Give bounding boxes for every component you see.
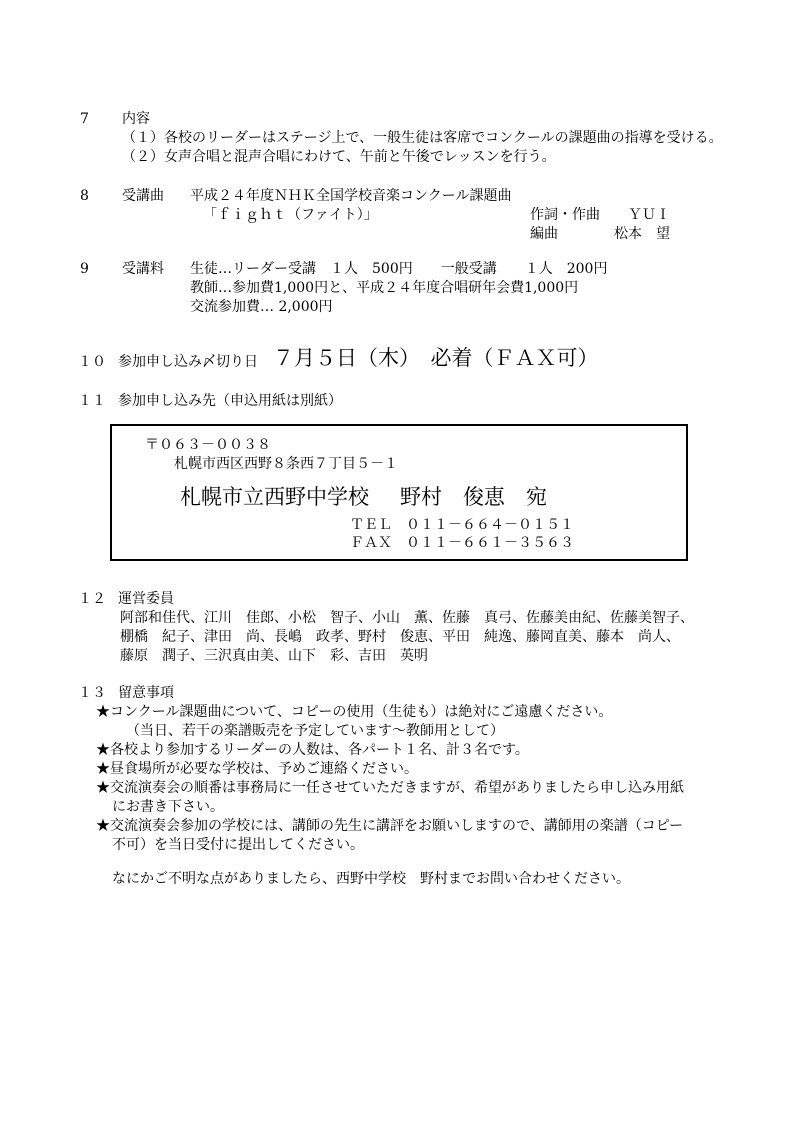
item13-number: １３ [78, 685, 106, 701]
committee-names-line-3: 藤原 潤子、三沢真由美、山下 彩、吉田 英明 [120, 648, 428, 664]
notes-bullet-1: ★コンクール課題曲について、コピーの使用（生徒も）は絶対にご遠慮ください。 [96, 704, 613, 720]
committee-names-line-1: 阿部和佳代、江川 佳郎、小松 智子、小山 薫、佐藤 真弓、佐藤美由紀、佐藤美智子、 [120, 610, 694, 626]
item8-course-name: 平成２４年度ＮＨＫ全国学校音楽コンクール課題曲 [190, 188, 512, 204]
item13-heading: 留意事項 [118, 685, 174, 701]
item9-fee-line-3: 交流参加費… 2,000円 [190, 299, 333, 315]
item7-line-2: （２）女声合唱と混声合唱にわけて、午前と午後でレッスンを行う。 [122, 149, 556, 165]
item11-heading: 参加申し込み先（申込用紙は別紙） [118, 393, 342, 409]
tel-number: ＴＥＬ ０１１－６６４－０１５１ [350, 517, 574, 533]
item10-heading: 参加申し込み〆切り日 [118, 354, 258, 370]
recipient-name: 野村 俊恵 宛 [400, 485, 547, 509]
notes-bullet-2: ★各校より参加するリーダーの人数は、各パート１名、計３名です。 [96, 742, 529, 758]
notes-bullet-4-continuation: にお書き下さい。 [112, 799, 224, 815]
street-address: 札幌市西区西野８条西７丁目５－１ [174, 456, 398, 472]
item9-fee-line-2: 教師…参加費1,000円と、平成２４年度合唱研年会費1,000円 [190, 280, 579, 296]
item8-song-title: 「ｆｉｇｈｔ（ファイト）」 [203, 207, 378, 223]
school-name: 札幌市立西野中学校 [180, 485, 369, 509]
mailing-address-box [110, 424, 688, 561]
notes-bullet-3: ★昼食場所が必要な学校は、予めご連絡ください。 [96, 761, 418, 777]
postal-code: 〒０６３－００３８ [145, 437, 271, 453]
fax-number: ＦＡＸ ０１１－６６１－３５６３ [350, 535, 574, 551]
notes-bullet-1-note: （当日、若干の楽譜販売を予定しています～教師用として） [126, 723, 504, 739]
item10-deadline: ７月５日（木） 必着（ＦＡＸ可） [273, 346, 599, 370]
item7-number: 7 [80, 111, 89, 127]
item9-number: 9 [80, 261, 89, 277]
item8-credit-arrangement: 編曲 松本 望 [530, 226, 670, 242]
item12-heading: 運営委員 [118, 591, 174, 607]
item10-number: １０ [78, 354, 106, 370]
committee-names-line-2: 棚橋 紀子、津田 尚、長嶋 政孝、野村 俊恵、平田 純逸、藤岡直美、藤本 尚人、 [120, 629, 680, 645]
item8-number: 8 [80, 188, 89, 204]
item8-credit-lyrics-music: 作詞・作曲 ＹＵＩ [530, 207, 670, 223]
item7-heading: 内容 [122, 111, 150, 127]
item7-line-1: （１）各校のリーダーはステージ上で、一般生徒は客席でコンクールの課題曲の指導を受ける。 [122, 130, 723, 146]
item11-number: １１ [78, 393, 106, 409]
notes-bullet-5-continuation: 不可）を当日受付に提出してください。 [112, 837, 364, 853]
notes-bullet-4: ★交流演奏会の順番は事務局に一任させていただきますが、希望がありましたら申し込み用紙 [96, 780, 684, 796]
closing-contact-line: なにかご不明な点がありましたら、西野中学校 野村までお問い合わせください。 [112, 871, 630, 887]
item8-heading: 受講曲 [122, 188, 164, 204]
item9-heading: 受講料 [122, 261, 164, 277]
item9-fee-line-1: 生徒…リーダー受講 １人 500円 一般受講 １人 200円 [190, 261, 608, 277]
item12-number: １２ [78, 591, 106, 607]
notes-bullet-5: ★交流演奏会参加の学校には、講師の先生に講評をお願いしますので、講師用の楽譜（コピー [96, 818, 684, 834]
